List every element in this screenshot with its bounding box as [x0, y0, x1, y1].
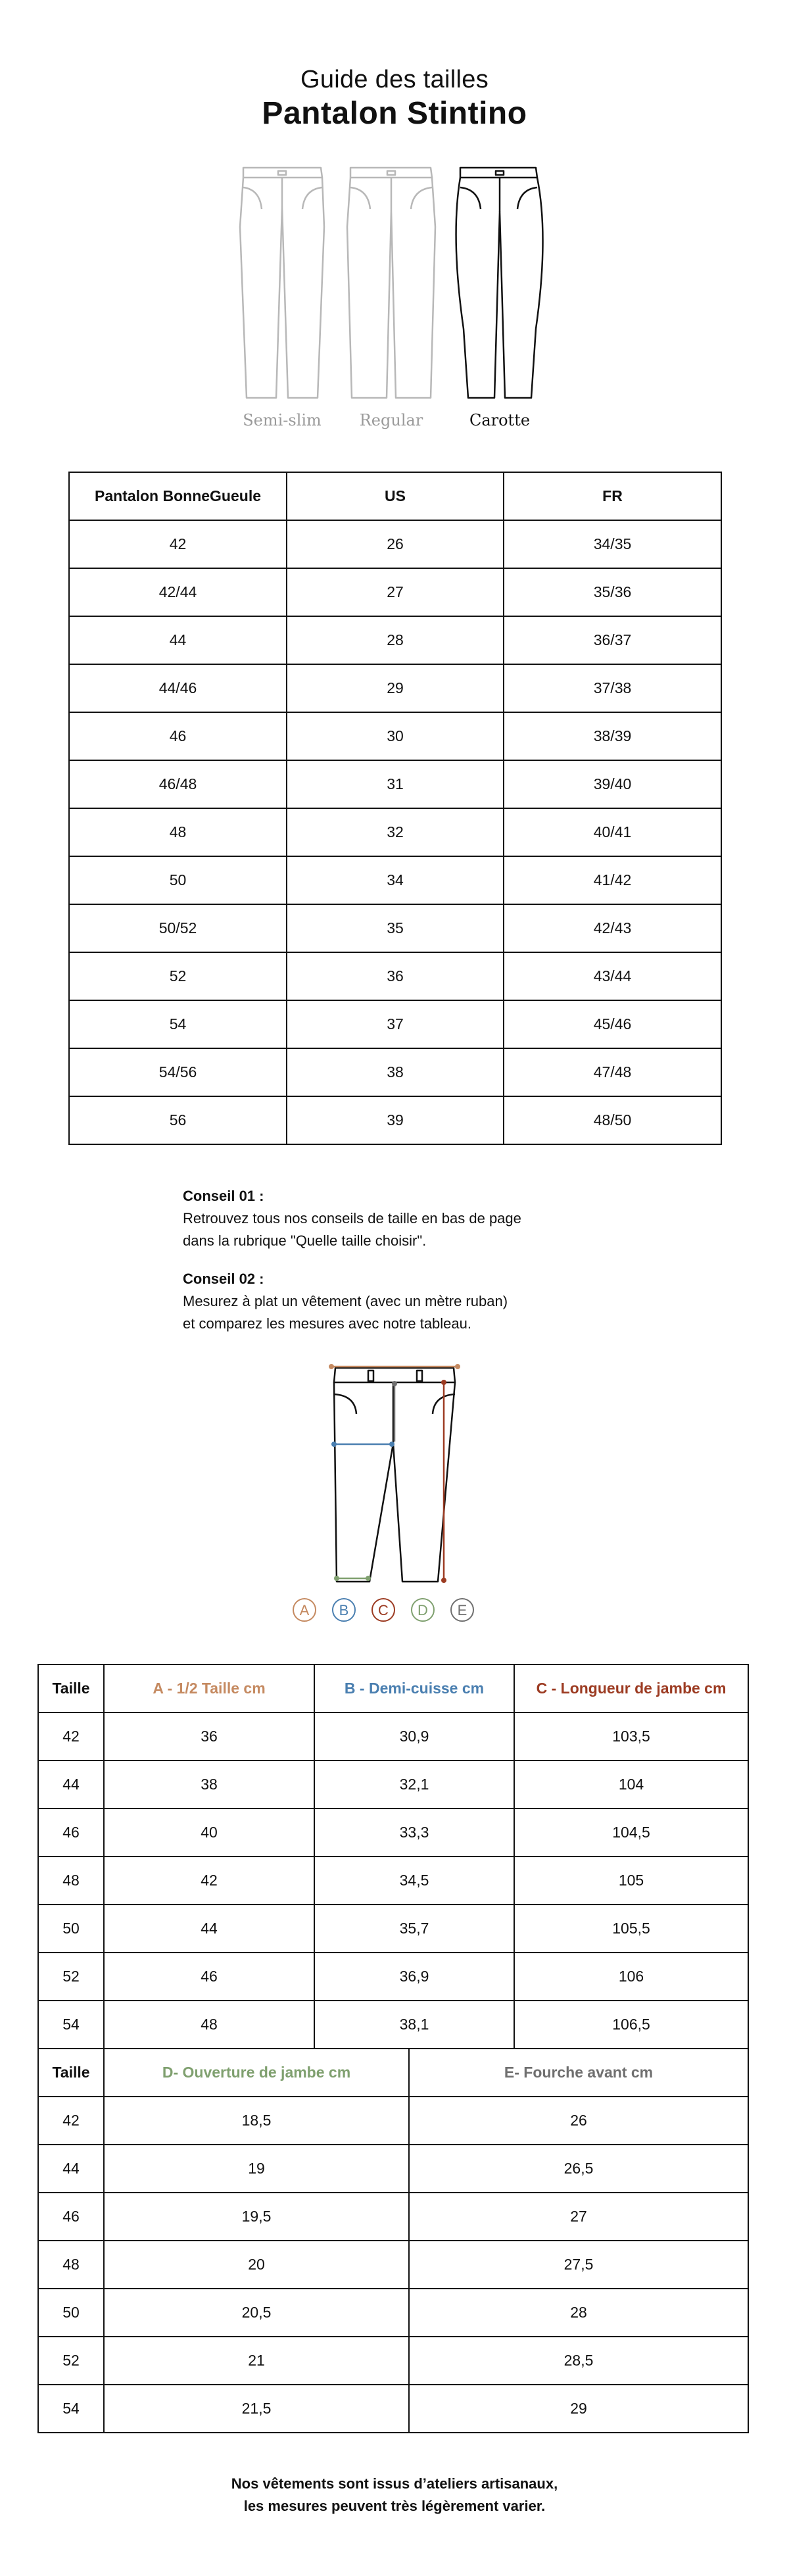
table-cell: 54 [69, 1000, 287, 1048]
table-cell: 46 [38, 2193, 104, 2241]
table-cell: 39/40 [504, 760, 721, 808]
table-cell: 41/42 [504, 856, 721, 904]
table-cell: 21 [104, 2337, 409, 2385]
table-cell: 48 [38, 1857, 104, 1905]
table-cell: 42/43 [504, 904, 721, 952]
size-tips [183, 1185, 643, 1351]
table-cell: 44 [38, 1761, 104, 1809]
legend-letter-c: C [378, 1602, 389, 1618]
table-cell: 29 [287, 664, 504, 712]
semi-slim-pants-icon [240, 168, 324, 398]
table-cell: 34/35 [504, 520, 721, 568]
tip-text: Retrouvez tous nos conseils de taille en bas de page [183, 1210, 521, 1227]
table-row [38, 1713, 748, 1761]
table-cell: 48/50 [504, 1096, 721, 1144]
table-cell: 36/37 [504, 616, 721, 664]
table-cell: 46/48 [69, 760, 287, 808]
table-cell: 106 [514, 1953, 748, 2001]
table-cell: 40 [104, 1809, 314, 1857]
table-cell: 46 [69, 712, 287, 760]
header-c: C - Longueur de jambe cm [514, 1665, 748, 1713]
fit-label-carotte: Carotte [469, 411, 531, 429]
page-subtitle: Guide des tailles [300, 66, 489, 93]
table-cell: 47/48 [504, 1048, 721, 1096]
table-row [69, 568, 721, 616]
table-cell: 38,1 [314, 2001, 514, 2049]
table-cell: 18,5 [104, 2097, 409, 2145]
table-row [69, 1000, 721, 1048]
legend-letter-d: D [418, 1602, 428, 1618]
table-cell: 35/36 [504, 568, 721, 616]
table-row [38, 2001, 748, 2049]
table-row [38, 1857, 748, 1905]
tip-title: Conseil 01 : [183, 1188, 264, 1204]
table-cell: 21,5 [104, 2385, 409, 2433]
table-row [38, 2097, 748, 2145]
tip-1 [183, 1185, 643, 1252]
table-cell: 28,5 [409, 2337, 748, 2385]
table-row [38, 2289, 748, 2337]
table-row [38, 2193, 748, 2241]
footer-line: Nos vêtements sont issus d’ateliers artisanaux, [231, 2475, 558, 2492]
table-row [69, 664, 721, 712]
table-cell: 19,5 [104, 2193, 409, 2241]
table-cell: 29 [409, 2385, 748, 2433]
tip-text: dans la rubrique "Quelle taille choisir". [183, 1232, 427, 1249]
header-taille: Taille [38, 2049, 104, 2097]
footer-note [0, 2473, 789, 2517]
page-title: Pantalon Stintino [262, 96, 527, 131]
table-cell: 44 [38, 2145, 104, 2193]
table-cell: 48 [69, 808, 287, 856]
fit-label-semi-slim: Semi-slim [243, 411, 322, 429]
table-cell: 56 [69, 1096, 287, 1144]
table-row [69, 1048, 721, 1096]
table-cell: 105 [514, 1857, 748, 1905]
table-cell: 32,1 [314, 1761, 514, 1809]
table-cell: 34 [287, 856, 504, 904]
header-us: US [287, 472, 504, 520]
table-cell: 54 [38, 2001, 104, 2049]
table-cell: 50 [38, 2289, 104, 2337]
table-cell: 30 [287, 712, 504, 760]
table-cell: 20,5 [104, 2289, 409, 2337]
table-cell: 37 [287, 1000, 504, 1048]
fit-silhouettes [0, 164, 789, 434]
measurement-diagram [276, 1355, 513, 1631]
table-row [69, 712, 721, 760]
table-cell: 54/56 [69, 1048, 287, 1096]
table-cell: 45/46 [504, 1000, 721, 1048]
table-header-row [38, 1665, 748, 1713]
table-cell: 54 [38, 2385, 104, 2433]
table-header-row [38, 2049, 748, 2097]
table-row [38, 2337, 748, 2385]
table-cell: 32 [287, 808, 504, 856]
table-cell: 52 [69, 952, 287, 1000]
table-cell: 37/38 [504, 664, 721, 712]
table-cell: 26,5 [409, 2145, 748, 2193]
table-cell: 31 [287, 760, 504, 808]
table-cell: 35,7 [314, 1905, 514, 1953]
table-row [38, 1809, 748, 1857]
table-cell: 48 [104, 2001, 314, 2049]
table-row [69, 520, 721, 568]
header-a: A - 1/2 Taille cm [104, 1665, 314, 1713]
table-cell: 26 [409, 2097, 748, 2145]
header-e: E- Fourche avant cm [409, 2049, 748, 2097]
header-fr: FR [504, 472, 721, 520]
measurement-table [37, 1664, 749, 2433]
table-cell: 43/44 [504, 952, 721, 1000]
table-cell: 38 [287, 1048, 504, 1096]
table-row [38, 1953, 748, 2001]
table-cell: 46 [38, 1809, 104, 1857]
legend-letter-a: A [299, 1602, 310, 1618]
table-cell: 48 [38, 2241, 104, 2289]
table-row [38, 2145, 748, 2193]
carotte-pants-icon [456, 168, 543, 398]
table-cell: 30,9 [314, 1713, 514, 1761]
table-cell: 104,5 [514, 1809, 748, 1857]
table-cell: 39 [287, 1096, 504, 1144]
header-d: D- Ouverture de jambe cm [104, 2049, 409, 2097]
header-b: B - Demi-cuisse cm [314, 1665, 514, 1713]
tip-text: et comparez les mesures avec notre tableau. [183, 1315, 472, 1332]
table-cell: 33,3 [314, 1809, 514, 1857]
table-row [69, 1096, 721, 1144]
table-cell: 50 [69, 856, 287, 904]
table-row [38, 1761, 748, 1809]
table-cell: 106,5 [514, 2001, 748, 2049]
table-cell: 34,5 [314, 1857, 514, 1905]
legend-letter-e: E [457, 1602, 467, 1618]
table-cell: 28 [287, 616, 504, 664]
table-cell: 44/46 [69, 664, 287, 712]
legend-letter-b: B [339, 1602, 349, 1618]
size-conversion-table [68, 472, 722, 1145]
table-cell: 46 [104, 1953, 314, 2001]
table-cell: 52 [38, 1953, 104, 2001]
table-cell: 27,5 [409, 2241, 748, 2289]
table-cell: 38/39 [504, 712, 721, 760]
table-cell: 44 [104, 1905, 314, 1953]
table-cell: 19 [104, 2145, 409, 2193]
table-cell: 50/52 [69, 904, 287, 952]
table-row [69, 808, 721, 856]
table-row [38, 2241, 748, 2289]
table-row [38, 1905, 748, 1953]
table-cell: 35 [287, 904, 504, 952]
tip-2 [183, 1268, 643, 1335]
table-cell: 42 [69, 520, 287, 568]
table-cell: 36,9 [314, 1953, 514, 2001]
tip-title: Conseil 02 : [183, 1271, 264, 1287]
table-cell: 42/44 [69, 568, 287, 616]
table-cell: 27 [287, 568, 504, 616]
table-row [69, 952, 721, 1000]
table-cell: 40/41 [504, 808, 721, 856]
table-cell: 44 [69, 616, 287, 664]
footer-line: les mesures peuvent très légèrement varier. [243, 2498, 546, 2514]
table-cell: 36 [104, 1713, 314, 1761]
table-cell: 20 [104, 2241, 409, 2289]
table-header-row [69, 472, 721, 520]
regular-pants-icon [347, 168, 435, 398]
table-cell: 52 [38, 2337, 104, 2385]
table-cell: 27 [409, 2193, 748, 2241]
table-cell: 50 [38, 1905, 104, 1953]
header-taille: Taille [38, 1665, 104, 1713]
table-cell: 42 [104, 1857, 314, 1905]
tip-text: Mesurez à plat un vêtement (avec un mètre ruban) [183, 1293, 508, 1309]
table-cell: 36 [287, 952, 504, 1000]
table-cell: 38 [104, 1761, 314, 1809]
table-row [38, 2385, 748, 2433]
table-cell: 105,5 [514, 1905, 748, 1953]
table-row [69, 616, 721, 664]
table-cell: 28 [409, 2289, 748, 2337]
table-cell: 42 [38, 2097, 104, 2145]
table-row [69, 856, 721, 904]
table-row [69, 904, 721, 952]
table-row [69, 760, 721, 808]
table-cell: 104 [514, 1761, 748, 1809]
table-cell: 26 [287, 520, 504, 568]
table-cell: 103,5 [514, 1713, 748, 1761]
fit-label-regular: Regular [359, 411, 423, 429]
table-cell: 42 [38, 1713, 104, 1761]
header-bonnegueule: Pantalon BonneGueule [69, 472, 287, 520]
